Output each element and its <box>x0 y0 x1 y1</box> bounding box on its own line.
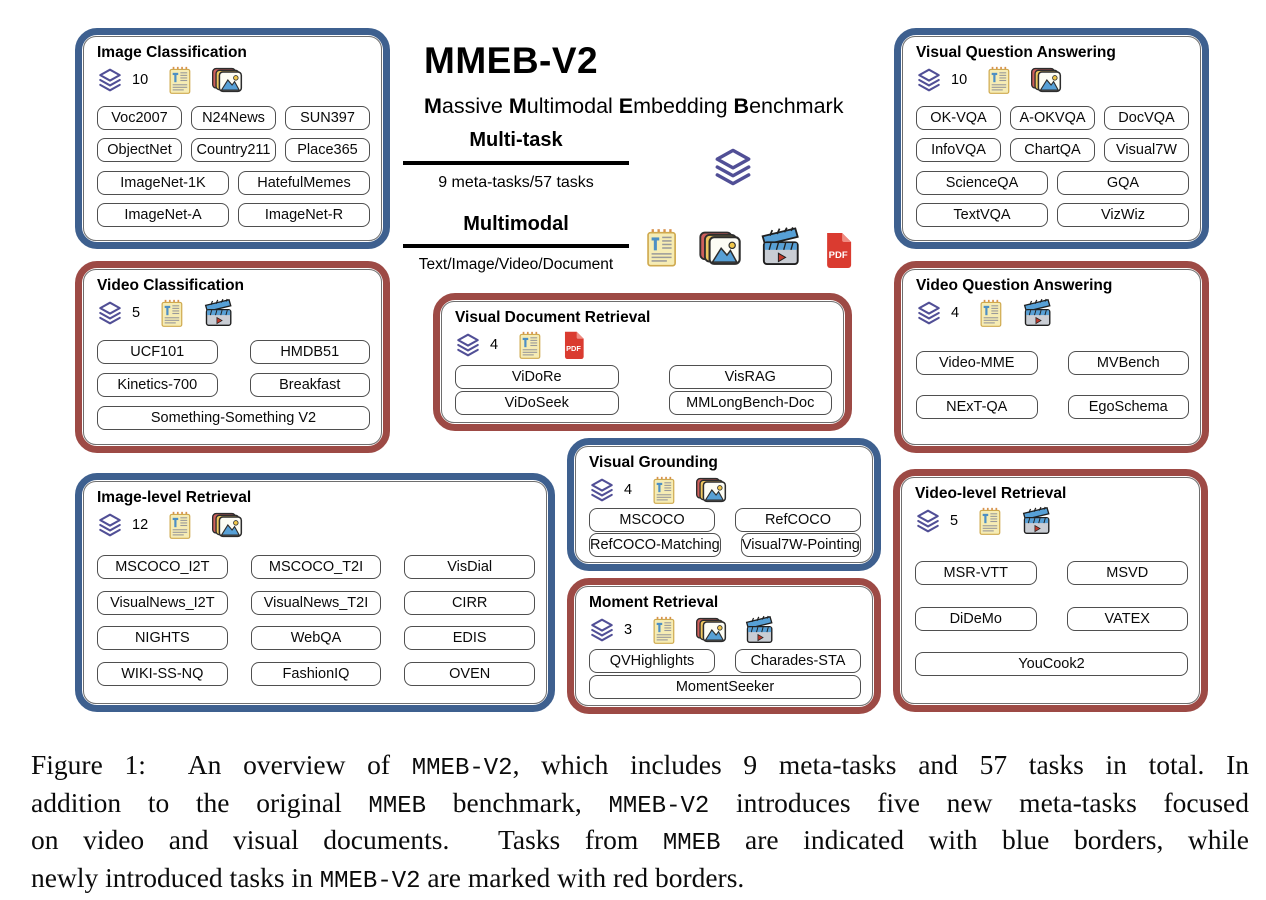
subtitle-initial: E <box>618 94 634 118</box>
svg-text:PDF: PDF <box>828 250 848 262</box>
task-pill: RefCOCO <box>735 508 861 532</box>
caption-mono-text: MMEB <box>368 792 427 820</box>
video-icon <box>1022 298 1055 328</box>
task-pill: WIKI-SS-NQ <box>97 662 228 686</box>
task-row <box>916 106 1189 130</box>
task-row <box>916 138 1189 162</box>
image-icon <box>211 511 243 540</box>
category-title: Image Classification <box>97 44 247 61</box>
category-box-inner <box>901 477 1200 704</box>
category-icon-row <box>916 64 1189 96</box>
task-row <box>97 106 370 130</box>
image-icon <box>1030 66 1062 95</box>
text-icon <box>165 511 194 540</box>
task-pill: YouCook2 <box>915 652 1188 676</box>
category-title: Video Question Answering <box>916 277 1113 294</box>
svg-text:PDF: PDF <box>566 344 581 354</box>
category-box-visual-grounding <box>567 438 881 571</box>
category-box-inner <box>441 301 844 423</box>
task-pill: MSVD <box>1067 561 1189 585</box>
text-icon <box>515 331 544 360</box>
task-row <box>915 561 1188 585</box>
layers-icon <box>455 332 481 358</box>
task-pill: ViDoSeek <box>455 391 619 415</box>
task-pill: MSCOCO <box>589 508 715 532</box>
multitask-label: Multi-task <box>469 129 563 151</box>
task-rows <box>97 96 370 235</box>
category-icon-row <box>97 297 370 329</box>
task-count: 4 <box>951 305 960 321</box>
task-row <box>97 203 370 227</box>
task-pill: A-OKVQA <box>1010 106 1095 130</box>
task-pill: Breakfast <box>250 373 371 397</box>
category-box-video-classification <box>75 261 390 453</box>
task-row <box>589 533 861 557</box>
task-count: 10 <box>132 72 149 88</box>
caption-line <box>31 861 1249 899</box>
subtitle-word: enchmark <box>749 94 844 118</box>
category-box-visual-question-answering <box>894 28 1209 249</box>
multimodal-subtext: Text/Image/Video/Document <box>418 256 614 273</box>
category-icon-row <box>589 614 861 646</box>
caption-text: benchmark, <box>426 786 609 818</box>
task-count: 5 <box>950 513 959 529</box>
task-row <box>589 508 861 532</box>
caption-mono-text: MMEB-V2 <box>319 867 421 895</box>
caption-line <box>31 748 1249 786</box>
task-row <box>97 626 535 650</box>
layers-icon <box>97 67 123 93</box>
task-row <box>916 203 1189 227</box>
image-icon <box>698 229 742 269</box>
task-rows <box>916 329 1189 439</box>
task-row <box>97 138 370 162</box>
task-pill: VisRAG <box>669 365 833 389</box>
task-pill: ScienceQA <box>916 171 1048 195</box>
task-row <box>97 591 535 615</box>
caption-text: on video and visual documents. Tasks from <box>31 824 663 855</box>
task-pill: WebQA <box>251 626 382 650</box>
category-title: Visual Document Retrieval <box>455 309 651 326</box>
category-box-video-question-answering <box>894 261 1209 453</box>
category-box-inner <box>83 36 382 241</box>
task-count: 3 <box>624 622 633 638</box>
category-box-visual-document-retrieval <box>433 293 852 431</box>
task-pill: Something-Something V2 <box>97 406 370 430</box>
category-icon-row <box>916 297 1189 329</box>
subtitle-initial: B <box>733 94 750 118</box>
task-pill: VATEX <box>1067 607 1189 631</box>
task-pill: N24News <box>191 106 276 130</box>
task-pill: InfoVQA <box>916 138 1001 162</box>
task-pill: Visual7W <box>1104 138 1189 162</box>
task-pill: Video-MME <box>916 351 1038 375</box>
task-pill: ImageNet-1K <box>97 171 229 195</box>
category-title: Video-level Retrieval <box>915 485 1067 502</box>
task-pill: DocVQA <box>1104 106 1189 130</box>
subtitle-initial: M <box>424 94 442 118</box>
caption-mono-text: MMEB-V2 <box>411 755 513 782</box>
task-row <box>97 373 370 397</box>
layers-icon <box>589 477 615 503</box>
task-pill: EDIS <box>404 626 535 650</box>
task-pill: ChartQA <box>1010 138 1095 162</box>
task-pill: ImageNet-A <box>97 203 229 227</box>
pdf-icon <box>561 331 585 359</box>
task-pill: EgoSchema <box>1068 395 1190 419</box>
image-icon <box>695 476 727 505</box>
task-row <box>589 675 861 699</box>
task-rows <box>455 361 832 417</box>
benchmark-subtitle <box>424 94 843 119</box>
layers-icon <box>97 300 123 326</box>
task-count: 12 <box>132 517 149 533</box>
caption-text: addition to the original <box>31 786 369 818</box>
video-icon <box>744 615 777 645</box>
task-row <box>916 351 1189 375</box>
task-pill: TextVQA <box>916 203 1048 227</box>
task-pill: HatefulMemes <box>238 171 370 195</box>
category-box-moment-retrieval <box>567 578 881 714</box>
task-pill: FashionIQ <box>251 662 382 686</box>
task-row <box>97 406 370 430</box>
caption-mono-text: MMEB <box>662 830 721 857</box>
task-row <box>97 340 370 364</box>
task-pill: MVBench <box>1068 351 1190 375</box>
task-count: 5 <box>132 305 141 321</box>
category-icon-row <box>97 509 535 541</box>
category-box-image-level-retrieval <box>75 473 555 712</box>
task-row <box>915 652 1188 676</box>
task-row <box>455 391 832 415</box>
figure-caption <box>31 748 1249 898</box>
task-pill: Visual7W-Pointing <box>741 533 861 557</box>
video-icon <box>203 298 236 328</box>
subtitle-word: assive <box>441 94 509 118</box>
benchmark-title: MMEB-V2 <box>424 40 599 81</box>
text-icon <box>157 299 186 328</box>
task-pill: MMLongBench-Doc <box>669 391 833 415</box>
layers-icon <box>916 67 942 93</box>
video-icon <box>759 226 805 268</box>
category-icon-row <box>97 64 370 96</box>
task-pill: ViDoRe <box>455 365 619 389</box>
category-title: Moment Retrieval <box>589 594 719 611</box>
modality-icon-row <box>641 226 852 268</box>
task-pill: GQA <box>1057 171 1189 195</box>
video-icon <box>1021 506 1054 536</box>
task-row <box>916 395 1189 419</box>
task-row <box>97 662 535 686</box>
task-row <box>589 649 861 673</box>
category-box-inner <box>575 586 873 706</box>
task-pill: CIRR <box>404 591 535 615</box>
task-pill: MSCOCO_T2I <box>251 555 382 579</box>
category-icon-row <box>455 329 832 361</box>
category-box-image-classification <box>75 28 390 249</box>
divider-line <box>403 244 629 248</box>
category-title: Image-level Retrieval <box>97 489 252 506</box>
task-pill: MSCOCO_I2T <box>97 555 228 579</box>
multimodal-label: Multimodal <box>463 213 569 235</box>
task-pill: Country211 <box>191 138 276 162</box>
category-box-video-level-retrieval <box>893 469 1208 712</box>
task-pill: NExT-QA <box>916 395 1038 419</box>
task-count: 4 <box>490 337 499 353</box>
text-icon <box>649 476 678 505</box>
layers-icon <box>712 146 754 188</box>
caption-text: are indicated with blue borders, while <box>720 824 1249 855</box>
subtitle-word: mbedding <box>633 94 734 118</box>
category-icon-row <box>915 505 1188 537</box>
category-box-inner <box>83 481 547 704</box>
task-rows <box>915 537 1188 698</box>
task-pill: Voc2007 <box>97 106 182 130</box>
task-pill: DiDeMo <box>915 607 1037 631</box>
pdf-icon <box>822 232 852 268</box>
text-icon <box>649 616 678 645</box>
task-pill: NIGHTS <box>97 626 228 650</box>
task-pill: VizWiz <box>1057 203 1189 227</box>
task-count: 4 <box>624 482 633 498</box>
task-row <box>915 607 1188 631</box>
caption-line <box>31 786 1249 824</box>
category-title: Visual Question Answering <box>916 44 1116 61</box>
task-count: 10 <box>951 72 968 88</box>
caption-text: are marked with red borders. <box>420 861 745 893</box>
task-pill: Kinetics-700 <box>97 373 218 397</box>
caption-text: newly introduced tasks in <box>31 861 320 893</box>
task-pill: VisualNews_T2I <box>251 591 382 615</box>
caption-text: Figure 1: An overview of <box>31 749 412 780</box>
subtitle-initial: M <box>508 94 527 118</box>
image-icon <box>695 616 727 645</box>
category-box-inner <box>902 269 1201 445</box>
category-box-inner <box>83 269 382 445</box>
category-title: Visual Grounding <box>589 454 718 471</box>
task-pill: Place365 <box>285 138 370 162</box>
task-row <box>916 171 1189 195</box>
text-icon <box>165 66 194 95</box>
task-row <box>455 365 832 389</box>
task-pill: HMDB51 <box>250 340 371 364</box>
task-rows <box>97 329 370 439</box>
task-rows <box>97 541 535 698</box>
divider-line <box>403 161 629 165</box>
caption-line <box>31 823 1249 861</box>
text-icon <box>641 228 681 268</box>
task-pill: MomentSeeker <box>589 675 861 699</box>
caption-text: introduces five new meta-tasks focused <box>709 786 1249 818</box>
caption-mono-text: MMEB-V2 <box>608 792 710 820</box>
task-pill: OVEN <box>404 662 535 686</box>
task-pill: ObjectNet <box>97 138 182 162</box>
multitask-subtext: 9 meta-tasks/57 tasks <box>438 174 594 191</box>
layers-icon <box>916 300 942 326</box>
task-pill: VisDial <box>404 555 535 579</box>
task-pill: VisualNews_I2T <box>97 591 228 615</box>
layers-icon <box>97 512 123 538</box>
category-box-inner <box>902 36 1201 241</box>
task-pill: OK-VQA <box>916 106 1001 130</box>
text-icon <box>976 299 1005 328</box>
category-icon-row <box>589 474 861 506</box>
layers-icon <box>915 508 941 534</box>
task-pill: QVHighlights <box>589 649 715 673</box>
task-rows <box>589 646 861 700</box>
task-pill: RefCOCO-Matching <box>589 533 721 557</box>
category-title: Video Classification <box>97 277 245 294</box>
category-box-inner <box>575 446 873 563</box>
subtitle-word: ultimodal <box>526 94 619 118</box>
image-icon <box>211 66 243 95</box>
task-row <box>97 555 535 579</box>
task-rows <box>589 506 861 557</box>
task-pill: ImageNet-R <box>238 203 370 227</box>
task-rows <box>916 96 1189 235</box>
text-icon <box>984 66 1013 95</box>
task-pill: SUN397 <box>285 106 370 130</box>
task-row <box>97 171 370 195</box>
layers-icon <box>589 617 615 643</box>
task-pill: UCF101 <box>97 340 218 364</box>
text-icon <box>975 507 1004 536</box>
caption-text: , which includes 9 meta-tasks and 57 tasks in total. In <box>512 749 1249 780</box>
task-pill: Charades-STA <box>735 649 861 673</box>
task-pill: MSR-VTT <box>915 561 1037 585</box>
